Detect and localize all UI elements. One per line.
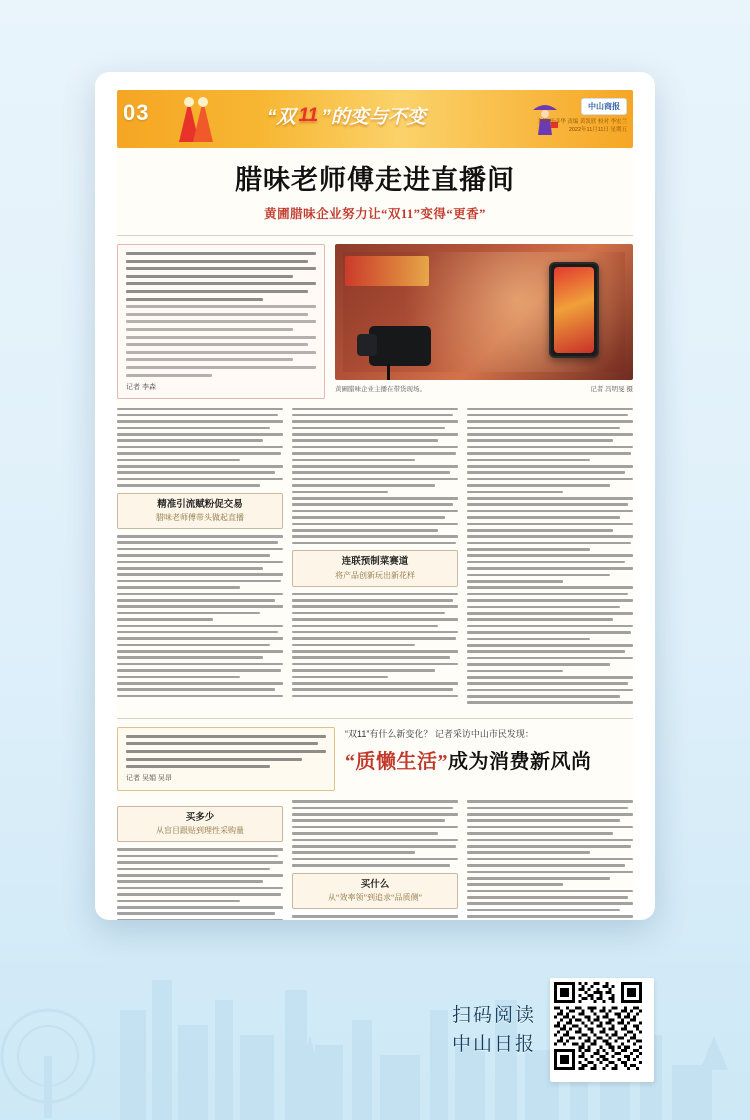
banner-title-number: 11 (298, 104, 319, 126)
qr-label-line-1: 扫码阅读 (452, 1004, 537, 1026)
section-title-4-sub: 从“效率领”到追求“品质侧” (327, 892, 423, 902)
article-columns (117, 408, 633, 708)
page-subtitle: 黄圃腊味企业努力让“双11”变得“更香” (264, 207, 486, 221)
section-title-2-main: 连联预制菜赛道 (341, 557, 409, 568)
feature2-title-accent: “质懒生活” (345, 750, 448, 773)
section-title-3-sub: 从盲目跟贴到理性采购量 (156, 826, 244, 836)
article-column-4 (117, 800, 283, 920)
photo-credit: 记者 冯明旻 摄 (590, 386, 633, 393)
phone-icon (549, 262, 599, 358)
lead-text-box (117, 244, 325, 399)
section-title-3-main: 买多少 (185, 813, 215, 824)
article-column-2 (292, 408, 458, 708)
photo-caption (335, 384, 633, 393)
article-column-6 (467, 800, 633, 920)
photo-caption-text: 黄圃腊味企业主播在带货现场。 (335, 386, 426, 393)
page-title: 腊味老师傅走进直播间 (235, 165, 515, 195)
article-columns-2 (117, 800, 633, 920)
masthead-meta-line-2: 2022年11月11日 星期五 (568, 127, 627, 134)
article-column-3 (467, 408, 633, 708)
second-feature (117, 727, 633, 791)
section-title-2 (292, 550, 458, 586)
lead-byline: 记者 李森 (126, 383, 156, 391)
article-column-1 (117, 408, 283, 708)
section-title-3 (117, 806, 283, 842)
second-feature-headline-block (345, 727, 633, 774)
qr-footer (452, 978, 654, 1082)
section-title-1-main: 精准引流赋粉促交易 (157, 499, 243, 510)
article-column-5 (292, 800, 458, 920)
section-title-2-sub: 将产品创新玩出新花样 (335, 570, 415, 580)
banner-title-prefix: “双 (267, 107, 296, 128)
shopping-mascot-icon (169, 92, 223, 148)
camera-icon (369, 326, 431, 366)
lead-section (117, 244, 633, 399)
section-title-1 (117, 493, 283, 529)
qr-label (452, 1001, 536, 1060)
feature2-byline: 记者 吴娟 吴昂 (126, 775, 172, 783)
lead-photo-block (335, 244, 633, 399)
section-title-1-sub: 腊味老师傅带头做起直播 (156, 513, 244, 523)
masthead-right (537, 96, 627, 135)
newspaper-page-card (95, 72, 655, 920)
masthead (117, 90, 633, 148)
feature2-kicker: “双11”有什么新变化？ 记者采访中山市民发现： (345, 728, 534, 739)
section-title-4 (292, 873, 458, 909)
masthead-meta (537, 118, 627, 135)
newspaper-logo: 中山商报 (581, 98, 627, 115)
feature2-title-rest: 成为消费新风尚 (448, 750, 592, 773)
page-number: 03 (123, 100, 150, 125)
masthead-meta-line-1: 主编 杨彦华 责编 黄凯欣 校对 李宏兰 (536, 119, 627, 125)
qr-code-zhongshan-daily[interactable] (550, 978, 654, 1082)
quote-box (117, 727, 335, 791)
masthead-banner-title (267, 102, 426, 129)
divider (117, 235, 633, 236)
banner-title-suffix: ”的变与不变 (321, 107, 426, 128)
feature2-title (345, 745, 633, 774)
newspaper-paper (117, 90, 633, 906)
qr-label-line-2: 中山日报 (452, 1034, 537, 1055)
headline-block (117, 148, 633, 226)
news-photo (335, 244, 633, 380)
section-title-4-main: 买什么 (360, 879, 390, 890)
divider-2 (117, 718, 633, 719)
